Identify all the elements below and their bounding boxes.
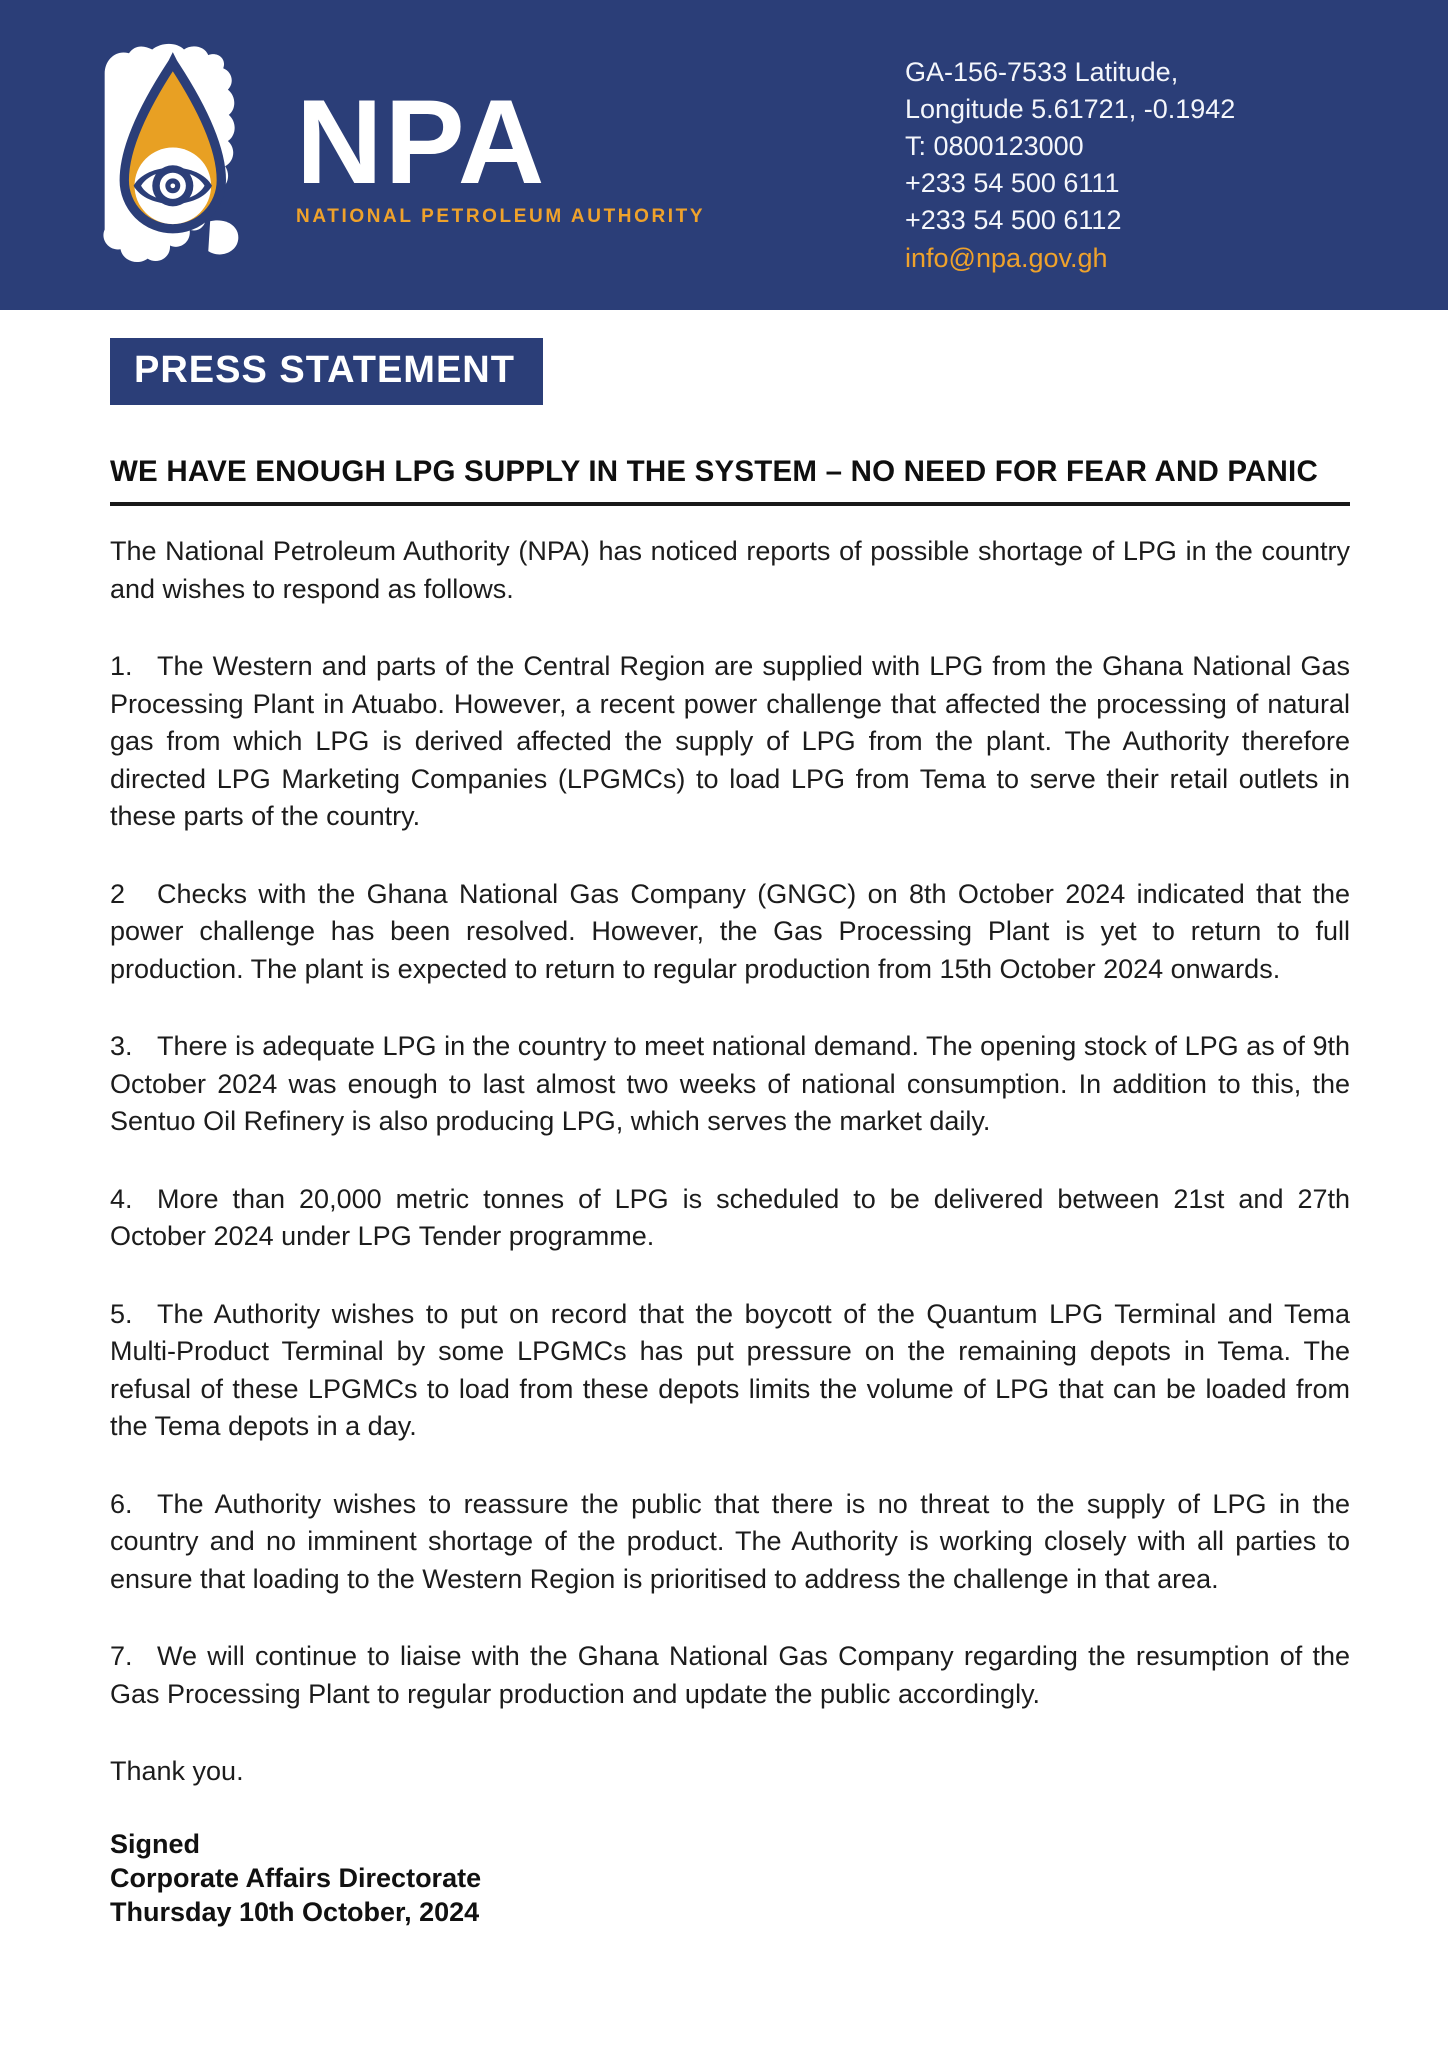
signature-signed: Signed: [110, 1828, 201, 1859]
item-number: 7.: [110, 1641, 133, 1671]
statement-item-6: [110, 1486, 1350, 1599]
statement-body: [0, 310, 1448, 1929]
intro-paragraph: The National Petroleum Authority (NPA) has noticed reports of possible shortage of LPG in the country and wishes to respond as follows.: [110, 536, 1350, 604]
statement-headline: WE HAVE ENOUGH LPG SUPPLY IN THE SYSTEM – NO NEED FOR FEAR AND PANIC: [110, 455, 1350, 506]
item-number: 2: [110, 878, 126, 909]
contact-phone-line-2: +233 54 500 6112: [905, 205, 1122, 235]
npa-logo-mark-icon: [100, 36, 268, 274]
closing-line: Thank you.: [110, 1756, 244, 1786]
logo-tagline: NATIONAL PETROLEUM AUTHORITY: [296, 206, 706, 227]
signature-block: [110, 1827, 1350, 1929]
contact-email-link[interactable]: info@npa.gov.gh: [905, 243, 1108, 273]
logo-acronym: NPA: [296, 75, 547, 209]
item-text: The Western and parts of the Central Region are supplied with LPG from the Ghana National Gas Processing Plant in Atuabo. However, a recent power challenge that affected the processing of natural gas from which LPG is derived affected the supply of LPG from the plant. The Authority therefore directed LPG Marketing Companies (LPGMCs) to load LPG from Tema to serve their retail outlets in these parts of the country.: [110, 651, 1350, 831]
signature-department: Corporate Affairs Directorate: [110, 1862, 482, 1893]
statement-item-7: [110, 1638, 1350, 1713]
item-number: 1.: [110, 651, 133, 681]
signature-date: Thursday 10th October, 2024: [110, 1896, 480, 1927]
contact-address-line: GA-156-7533 Latitude,: [905, 57, 1179, 87]
item-text: There is adequate LPG in the country to meet national demand. The opening stock of LPG as of 9th October 2024 was enough to last almost two weeks of national consumption. In addition to this, the Sentuo Oil Refinery is also producing LPG, which serves the market daily.: [110, 1031, 1350, 1136]
npa-logo: [100, 36, 705, 274]
statement-item-5: [110, 1296, 1350, 1446]
item-text: Checks with the Ghana National Gas Company (GNGC) on 8th October 2024 indicated that the power challenge has been resolved. However, the Gas Processing Plant is yet to return to full production. The plant is expected to return to regular production from 15th October 2024 onwards.: [110, 878, 1350, 984]
letterhead: [0, 0, 1448, 310]
pupil-dot-icon: [170, 183, 175, 188]
statement-item-1: [110, 648, 1350, 836]
statement-item-3: [110, 1028, 1350, 1141]
logo-wordmark: [296, 75, 706, 228]
item-number: 6.: [110, 1488, 133, 1519]
item-number: 3.: [110, 1031, 133, 1061]
statement-item-4: [110, 1181, 1350, 1256]
contact-coordinates-line: Longitude 5.61721, -0.1942: [905, 94, 1236, 124]
contact-phone-line-1: +233 54 500 6111: [905, 168, 1120, 198]
item-number: 5.: [110, 1298, 133, 1329]
press-statement-banner: PRESS STATEMENT: [110, 338, 543, 405]
item-number: 4.: [110, 1183, 133, 1214]
item-text: We will continue to liaise with the Ghana National Gas Company regarding the resumption of the Gas Processing Plant to regular production and update the public accordingly.: [110, 1641, 1350, 1709]
item-text: The Authority wishes to reassure the public that there is no threat to the supply of LPG in the country and no imminent shortage of the product. The Authority is working closely with all parties to ensure that loading to the Western Region is prioritised to address the challenge in that area.: [110, 1488, 1350, 1594]
item-text: The Authority wishes to put on record that the boycott of the Quantum LPG Terminal and Tema Multi-Product Terminal by some LPGMCs has put pressure on the remaining depots in Tema. The refusal of these LPGMCs to load from these depots limits the volume of LPG that can be loaded from the Tema depots in a day.: [110, 1298, 1350, 1441]
contact-block: [905, 54, 1235, 277]
contact-tollfree-line: T: 0800123000: [905, 131, 1084, 161]
ghana-map-foot-icon: [208, 220, 238, 254]
item-text: More than 20,000 metric tonnes of LPG is scheduled to be delivered between 21st and 27th October 2024 under LPG Tender programme.: [110, 1183, 1350, 1251]
statement-item-2: [110, 876, 1350, 989]
